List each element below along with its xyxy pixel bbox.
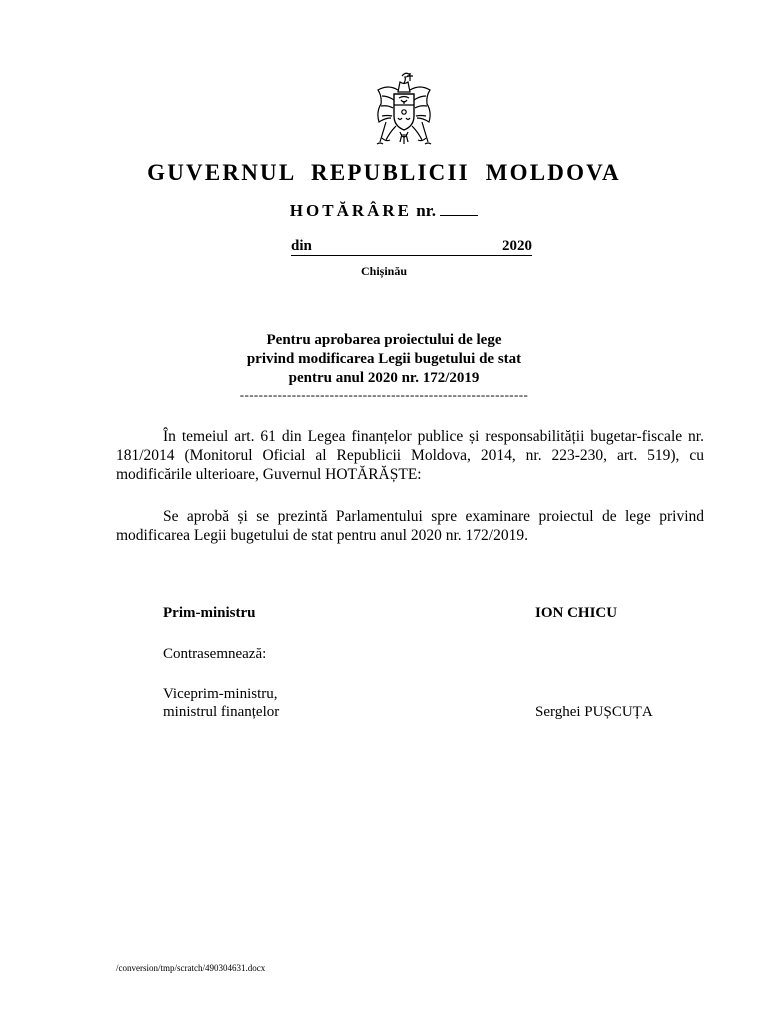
countersign-label: Contrasemnează: [163,646,267,662]
decision-subject [0,331,768,388]
decision-number-label: nr. [416,201,436,220]
decision-number-blank [440,201,478,216]
vice-pm-title-line-1: Viceprim-ministru, [163,686,278,702]
prime-minister-title: Prim-ministru [163,605,256,621]
subject-line-2: privind modificarea Legii bugetului de stat [246,351,522,367]
subject-line-1: Pentru aprobarea proiectului de lege [266,332,502,348]
prime-minister-name: ION CHICU [535,605,618,621]
subject-separator: ------------------------------------------------------------- [239,387,529,402]
date-year: 2020 [502,238,532,254]
legal-basis-paragraph: În temeiul art. 61 din Legea finanțelor publice și responsabilității bugetar-fiscale nr. 181/2014 (Monitorul Oficial al Republicii Moldova, 2014, nr. 223-230, art. 519), cu modificările ulterioare, Guvernul HOTĂRĂȘTE: [116,428,704,483]
approval-paragraph: Se aprobă și se prezintă Parlamentului spre examinare proiectul de lege privind modificarea Legii bugetului de stat pentru anul 2020 nr. 172/2019. [116,508,704,544]
date-prefix: din [291,238,312,254]
decision-date-line [291,238,532,256]
vice-pm-title-line-2: ministrul finanțelor [163,704,280,720]
city: Chișinău [360,264,408,278]
coat-of-arms-icon [372,70,436,152]
government-title: GUVERNUL REPUBLICII MOLDOVA [147,160,621,185]
decision-word: HOTĂRÂRE [289,201,413,220]
subject-line-3: pentru anul 2020 nr. 172/2019 [288,370,480,386]
vice-pm-name: Serghei PUȘCUȚA [535,704,653,720]
decision-header [0,201,768,221]
footer-file-path: /conversion/tmp/scratch/490304631.docx [116,963,266,973]
